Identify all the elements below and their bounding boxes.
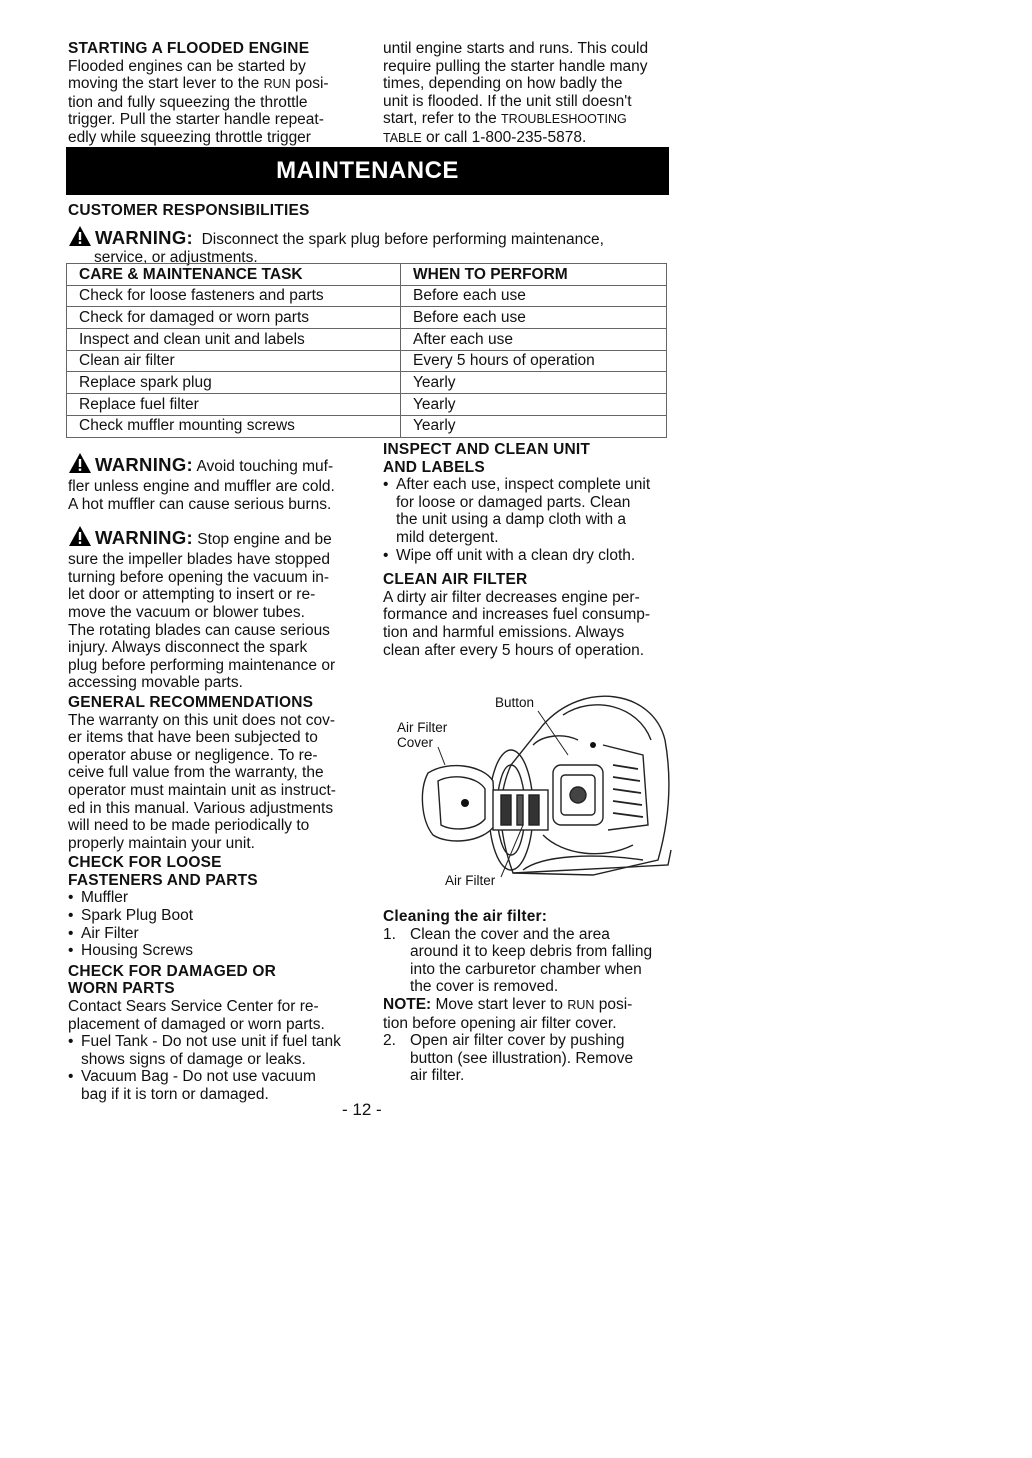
flooded-title: STARTING A FLOODED ENGINE <box>68 40 310 57</box>
check-loose <box>68 854 368 960</box>
body-line: The warranty on this unit does not cov- <box>68 711 336 729</box>
list-item: • After each use, inspect complete unit for loose or damaged parts. Clean the unit using a damp cloth with a mild detergent. <box>383 476 683 546</box>
flooded-line: TABLE or call 1-800-235-5878. <box>383 128 587 146</box>
body-line: er items that have been subjected to <box>68 729 318 747</box>
table-cell: Before each use <box>401 285 667 307</box>
section-title: CHECK FOR DAMAGED OR <box>68 962 277 980</box>
loose-list <box>68 889 368 959</box>
table-cell: Yearly <box>401 415 667 437</box>
warning-text: accessing movable parts. <box>68 674 243 692</box>
body-line: tion and harmful emissions. Always <box>383 623 625 641</box>
cleaning-list <box>383 1032 683 1085</box>
warning-text: Avoid touching muf- <box>196 458 334 475</box>
table-cell: Clean air filter <box>67 350 401 372</box>
table-header: CARE & MAINTENANCE TASK <box>67 264 401 286</box>
banner-title: MAINTENANCE <box>276 157 459 185</box>
table-cell: Yearly <box>401 372 667 394</box>
table-row <box>67 394 667 416</box>
warning-word: WARNING: <box>95 454 193 475</box>
body-line: operator abuse or negligence. To re- <box>68 746 318 764</box>
body-line: clean after every 5 hours of operation. <box>383 641 645 659</box>
table-row <box>67 285 667 307</box>
cleaning-list <box>383 926 683 996</box>
table-cell: Replace fuel filter <box>67 394 401 416</box>
body-line: operator must maintain unit as instruct- <box>68 781 336 799</box>
cleaning-steps <box>383 908 683 1085</box>
check-damaged <box>68 963 368 1104</box>
flooded-line: require pulling the starter handle many <box>383 57 648 75</box>
warning-text: service, or adjustments. <box>94 249 258 266</box>
warning-text: Stop engine and be <box>197 531 332 549</box>
list-item: • Fuel Tank - Do not use unit if fuel tank shows signs of damage or leaks. <box>68 1033 368 1068</box>
table-cell: After each use <box>401 329 667 351</box>
body-line: placement of damaged or worn parts. <box>68 1015 325 1033</box>
body-line: properly maintain your unit. <box>68 834 255 852</box>
list-item: 1. Clean the cover and the area around it to keep debris from falling into the carburetor chamber when the cover is removed. <box>383 925 653 996</box>
flooded-line: times, depending on how badly the <box>383 75 623 93</box>
list-item: • Spark Plug Boot <box>68 907 368 925</box>
general-recommendations <box>68 694 368 852</box>
warning-text: injury. Always disconnect the spark <box>68 639 308 657</box>
table-cell: Yearly <box>401 394 667 416</box>
list-item: • Wipe off unit with a clean dry cloth. <box>383 547 683 565</box>
section-title: GENERAL RECOMMENDATIONS <box>68 693 314 711</box>
damaged-list <box>68 1033 368 1103</box>
label-air-filter-cover: Air Filter Cover <box>397 720 448 750</box>
table-row <box>67 307 667 329</box>
section-title: AND LABELS <box>383 458 485 476</box>
warning-text: A hot muffler can cause serious burns. <box>68 495 332 513</box>
list-item: • Housing Screws <box>68 942 368 960</box>
table-cell: Every 5 hours of operation <box>401 350 667 372</box>
inspect-list <box>383 476 683 564</box>
table-row <box>67 350 667 372</box>
table-row <box>67 329 667 351</box>
list-item: • Air Filter <box>68 925 368 943</box>
body-line: ed in this manual. Various adjustments <box>68 799 334 817</box>
note-line: NOTE: Move start lever to RUN posi- <box>383 995 633 1013</box>
table-header-row <box>67 264 667 286</box>
section-title: CHECK FOR LOOSE <box>68 854 222 872</box>
customer-title: CUSTOMER RESPONSIBILITIES <box>68 202 310 219</box>
maintenance-banner <box>66 147 669 195</box>
section-title: FASTENERS AND PARTS <box>68 871 258 889</box>
warning-word: WARNING: <box>95 227 193 248</box>
list-item: • Muffler <box>68 889 368 907</box>
warning-text: move the vacuum or blower tubes. <box>68 603 305 621</box>
label-air-filter: Air Filter <box>445 873 496 888</box>
flooded-col2 <box>383 40 683 148</box>
section-title: Cleaning the air filter: <box>383 908 548 925</box>
warning-text: let door or attempting to insert or re- <box>68 586 316 604</box>
warning-engine <box>68 525 368 692</box>
table-cell: Replace spark plug <box>67 372 401 394</box>
warning-icon <box>68 225 92 247</box>
warning-text: sure the impeller blades have stopped <box>68 551 330 569</box>
body-line: will need to be made periodically to <box>68 817 310 835</box>
table-row <box>67 372 667 394</box>
warning-text: Disconnect the spark plug before performing maintenance, <box>201 231 604 248</box>
right-column <box>383 441 683 659</box>
flooded-line: unit is flooded. If the unit still doesn't <box>383 92 632 110</box>
table-cell: Before each use <box>401 307 667 329</box>
blower-engine-drawing <box>393 685 673 890</box>
flooded-line: edly while squeezing throttle trigger <box>68 128 311 146</box>
body-line: formance and increases fuel consump- <box>383 606 651 624</box>
flooded-line: Flooded engines can be started by <box>68 57 306 75</box>
warning-text: fler unless engine and muffler are cold. <box>68 478 335 495</box>
body-line: ceive full value from the warranty, the <box>68 764 324 782</box>
note-line: tion before opening air filter cover. <box>383 1014 617 1032</box>
body-line: A dirty air filter decreases engine per- <box>383 588 640 606</box>
flooded-line: until engine starts and runs. This could <box>383 40 649 57</box>
warning-text: The rotating blades can cause serious <box>68 621 330 639</box>
left-column <box>68 452 368 1104</box>
body-line: Contact Sears Service Center for re- <box>68 998 319 1016</box>
table-row <box>67 415 667 437</box>
table-cell: Check for damaged or worn parts <box>67 307 401 329</box>
warning-icon <box>68 452 92 474</box>
warning-icon <box>68 525 92 547</box>
label-button: Button <box>495 695 535 710</box>
flooded-line: tion and fully squeezing the throttle <box>68 93 308 111</box>
flooded-line: start, refer to the TROUBLESHOOTING <box>383 110 627 128</box>
table-cell: Inspect and clean unit and labels <box>67 329 401 351</box>
section-title: WORN PARTS <box>68 980 175 998</box>
table-cell: Check for loose fasteners and parts <box>67 285 401 307</box>
air-filter-illustration <box>393 685 673 890</box>
table-header: WHEN TO PERFORM <box>401 264 667 286</box>
section-title: INSPECT AND CLEAN UNIT <box>383 441 591 458</box>
warning-text: plug before performing maintenance or <box>68 656 336 674</box>
page-number: - 12 - <box>342 1100 382 1119</box>
warning-text: turning before opening the vacuum in- <box>68 568 330 586</box>
flooded-col1 <box>68 40 368 147</box>
list-item: 2. Open air filter cover by pushing button (see illustration). Remove air filter. <box>383 1032 634 1085</box>
section-title: CLEAN AIR FILTER <box>383 571 528 589</box>
maintenance-table <box>66 263 667 438</box>
customer-warning <box>68 225 688 266</box>
warning-word: WARNING: <box>95 527 193 549</box>
table-cell: Check muffler mounting screws <box>67 415 401 437</box>
warning-muffler <box>68 452 368 513</box>
list-item: • Vacuum Bag - Do not use vacuum bag if it is torn or damaged. <box>68 1068 368 1103</box>
flooded-line: trigger. Pull the starter handle repeat- <box>68 111 324 129</box>
flooded-line: moving the start lever to the RUN posi- <box>68 75 329 93</box>
